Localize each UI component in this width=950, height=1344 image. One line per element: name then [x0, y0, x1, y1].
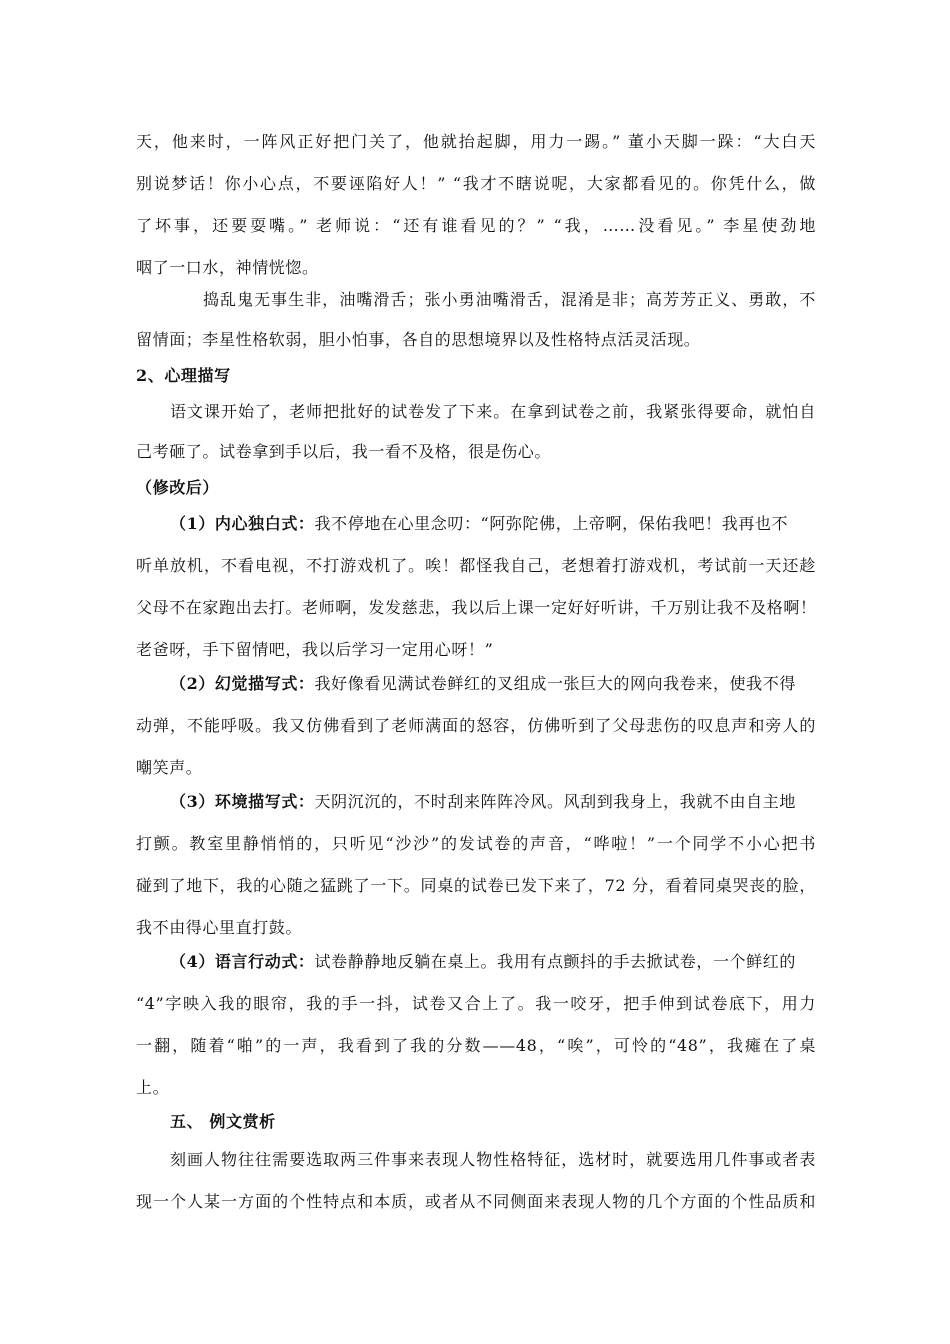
- item-label: [170, 952, 796, 972]
- item-text: 试卷静静地反躺在桌上。我用有点颤抖的手去掀试卷，一个鲜红的: [314, 952, 796, 971]
- paragraph-line: 听单放机，不看电视，不打游戏机了。唉！都怪我自己，老想着打游戏机，考试前一天还趁: [136, 556, 816, 575]
- item-title: （4）语言行动式：: [170, 952, 315, 971]
- section-heading: 2、心理描写: [136, 366, 231, 385]
- paragraph-line: 现一个人某一方面的个性特点和本质，或者从不同侧面来表现人物的几个方面的个性品质和: [136, 1192, 816, 1211]
- paragraph-line: 咽了一口水，神情恍惚。: [136, 258, 319, 277]
- paragraph-line: 碰到了地下，我的心随之猛跳了一下。同桌的试卷已发下来了，72 分，看着同桌哭丧的脸，: [136, 876, 816, 895]
- paragraph-line: 了坏事，还要耍嘴。” 老师说：“还有谁看见的？” “我，……没看见。” 李星使劲地: [136, 216, 816, 235]
- paragraph-line: “4”字映入我的眼帘，我的手一抖，试卷又合上了。我一咬牙，把手伸到试卷底下，用力: [136, 994, 816, 1013]
- item-label: [170, 514, 788, 534]
- paragraph-line: 上。: [136, 1078, 170, 1097]
- paragraph-line: 天，他来时，一阵风正好把门关了，他就抬起脚，用力一踢。” 董小天脚一跺：“大白天: [136, 132, 816, 151]
- paragraph-line: 留情面；李星性格软弱，胆小怕事，各自的思想境界以及性格特点活灵活现。: [136, 330, 701, 349]
- item-title: （1）内心独白式：: [170, 514, 315, 533]
- paragraph-line: 动弹，不能呼吸。我又仿佛看到了老师满面的怒容，仿佛听到了父母悲伤的叹息声和旁人的: [136, 716, 816, 735]
- section-heading: 五、 例文赏析: [170, 1112, 276, 1131]
- paragraph-line: 打颤。教室里静悄悄的，只听见“沙沙”的发试卷的声音，“哗啦！”一个同学不小心把书: [136, 834, 816, 853]
- paragraph-line: 嘲笑声。: [136, 758, 203, 777]
- paragraph-line: 捣乱鬼无事生非，油嘴滑舌；张小勇油嘴滑舌，混淆是非；高芳芳正义、勇敢，不: [203, 290, 816, 309]
- item-text: 我不停地在心里念叨：“阿弥陀佛，上帝啊，保佑我吧！我再也不: [314, 514, 789, 533]
- subheading: （修改后）: [136, 478, 220, 497]
- paragraph-line: 父母不在家跑出去打。老师啊，发发慈悲，我以后上课一定好好听讲，千万别让我不及格啊！: [136, 598, 817, 617]
- item-label: [170, 674, 796, 694]
- paragraph-line: 我不由得心里直打鼓。: [136, 918, 303, 937]
- item-title: （3）环境描写式：: [170, 792, 315, 811]
- item-text: 我好像看见满试卷鲜红的叉组成一张巨大的网向我卷来，使我不得: [314, 674, 796, 693]
- paragraph-line: 己考砸了。试卷拿到手以后，我一看不及格，很是伤心。: [136, 442, 552, 461]
- item-text: 天阴沉沉的，不时刮来阵阵冷风。风刮到我身上，我就不由自主地: [314, 792, 796, 811]
- item-label: [170, 792, 796, 812]
- paragraph-line: 一翻，随着“啪”的一声，我看到了我的分数——48，“唉”，可怜的“48”，我瘫在了桌: [136, 1036, 816, 1055]
- paragraph-line: 刻画人物往往需要选取两三件事来表现人物性格特征，选材时，就要选用几件事或者表: [170, 1150, 816, 1169]
- item-title: （2）幻觉描写式：: [170, 674, 315, 693]
- paragraph-line: 老爸呀，手下留情吧，我以后学习一定用心呀！”: [136, 640, 494, 659]
- paragraph-line: 别说梦话！你小心点，不要诬陷好人！” “我才不瞎说呢，大家都看见的。你凭什么，做: [136, 174, 816, 193]
- paragraph-line: 语文课开始了，老师把批好的试卷发了下来。在拿到试卷之前，我紧张得要命，就怕自: [170, 402, 816, 421]
